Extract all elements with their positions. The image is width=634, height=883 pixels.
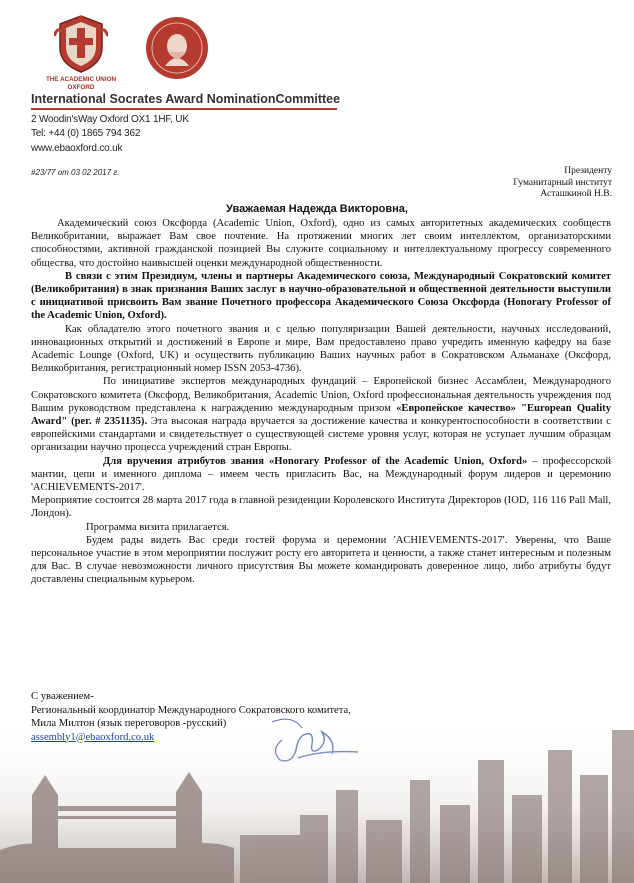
salutation: Уважаемая Надежда Викторовна, <box>226 203 408 215</box>
header-rule <box>31 108 337 110</box>
closing-block <box>31 690 351 744</box>
paragraph: Программа визита прилагается. <box>86 521 230 533</box>
website-link[interactable]: www.ebaoxford.co.uk <box>31 143 123 154</box>
paragraph <box>31 455 611 495</box>
socrates-medal-logo <box>145 16 209 80</box>
london-skyline-icon <box>0 720 634 883</box>
award-name: «Европейское качество» "European Quality Award" (рег. # 2351135). <box>31 402 611 428</box>
logo-caption: THE ACADEMIC UNION <box>45 76 117 83</box>
logo-subcaption: OXFORD <box>67 84 95 91</box>
paragraph: Как обладателю этого почетного звания и с целью популяризации Вашей деятельности, научных исследований, инновационных открытий и достижений в Европе и мире, Вам предоставлено право учредить именную кафедру на базе Academic Lounge (Oxford, UK) и осуществить публикацию Ваших научных работ в Сократовском Альманахе (Оксфорд, Великобритания, регистрационный номер ISSN 2053-4736). <box>31 323 611 375</box>
recipient-line: Асташкиной Н.В. <box>540 189 612 199</box>
paragraph-text: – профессорской мантии, цепи и именного диплома – имеем честь пригласить Вас, на Международный форум лидеров и церемонию 'ACHIEVEMENTS-2017'. <box>31 455 611 494</box>
recipient-line: Президенту <box>564 166 612 176</box>
committee-name: International Socrates Award NominationCommittee <box>31 92 341 106</box>
paragraph: Мероприятие состоится 28 марта 2017 года в главной резиденции Королевского Института Директоров (IOD, 116 116 Pall Mall, Лондон). <box>31 495 611 520</box>
signatory-title: Региональный координатор Международного Сократовского комитета, <box>31 704 351 716</box>
award-title: Для вручения атрибутов звания «Honorary Professor of the Academic Union, Oxford» <box>103 455 528 467</box>
signatory-name: Мила Милтон (язык переговоров -русский) <box>31 718 227 729</box>
email-link[interactable]: assembly1@ebaoxford.co.uk <box>31 731 155 743</box>
socrates-medal-icon <box>145 16 209 80</box>
recipient-block <box>513 166 612 201</box>
phone-line: Tel: +44 (0) 1865 794 362 <box>31 128 141 139</box>
paragraph-text: По инициативе экспертов международных фундаций – Европейской бизнес Ассамблеи, Международного Сократовского комитета (Оксфорд, Великобритания, Academic Union, Oxford профессиональная деятельность учреждения под Вашим руководством представлена к награждению международным призом <box>31 376 611 414</box>
paragraph: Академический союз Оксфорда (Academic Union, Oxford), одно из самых авторитетных академических сообществ Великобритании, выражает Вам свое почтение. На протяжении многих лет своим интеллектом, организаторскими способностями, активной гражданской позицией Вы служите социальному и интеллектуальному прогрессу современного общества, что достойно наивысшей оценки международной общественности. <box>31 218 611 269</box>
paragraph-text: Эта высокая награда вручается за достижение качества и конкурентоспособности в соответствии с европейскими стандартами и свидетельствует о существующей системе уровня услуг, которая не уступает лучшим образцам организации научно процесса учреждений стран Европы. <box>31 416 611 454</box>
reference-number: #23/77 от 03 02 2017 г. <box>31 168 120 177</box>
paragraph: В связи с этим Президиум, члены и партнеры Академического союза, Международный Сократовский комитет (Великобритания) в знак признания Ваших заслуг в научно-образовательной и общественной деятельности выступили с инициативой присвоить Вам звание Почетного профессора Академического Союза Оксфорда (Honorary Professor of the Academic Union, Oxford). <box>31 270 611 322</box>
closing-regards: С уважением- <box>31 691 94 702</box>
paragraph: Будем рады видеть Вас среди гостей форума и церемонии 'ACHIEVEMENTS-2017'. Уверены, что Ваше персональное участие в этом мероприятии послужит росту его авторитета и ценности, а также станет интересным и полезным для Вас. В случае невозможности личного присутствия Вы можете командировать доверенное лицо, либо атрибуты будут доставлены специальным курьером. <box>31 534 611 586</box>
letter-body <box>31 217 611 587</box>
recipient-line: Гуманитарный институт <box>513 177 612 188</box>
academic-union-logo <box>38 14 124 98</box>
address-line: 2 Woodin'sWay Oxford OX1 1HF, UK <box>31 114 189 125</box>
paragraph <box>31 375 611 454</box>
coat-of-arms-icon <box>54 14 108 76</box>
